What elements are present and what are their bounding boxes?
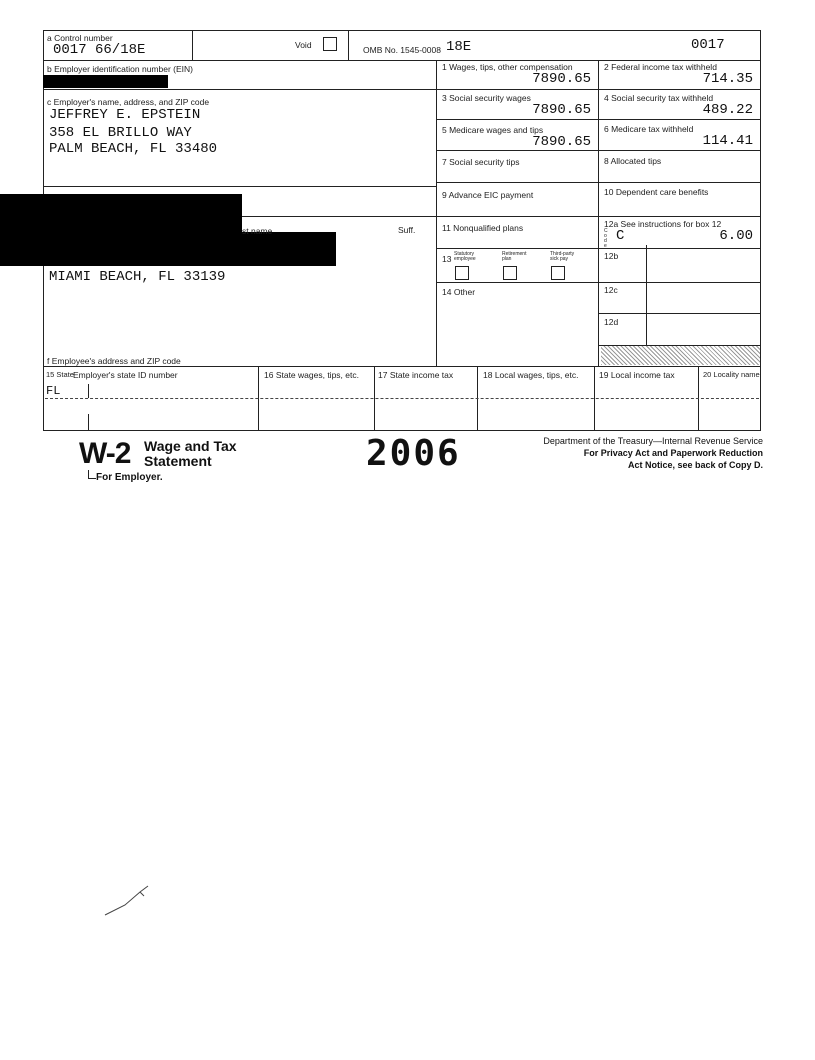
- box1-label: 1 Wages, tips, other compensation: [442, 62, 573, 72]
- employer-name: JEFFREY E. EPSTEIN: [49, 107, 201, 123]
- divider: [436, 119, 761, 120]
- department-notice: [543, 435, 763, 471]
- box6-value: 114.41: [702, 133, 753, 149]
- void-checkbox[interactable]: [323, 37, 337, 51]
- box2-value: 714.35: [702, 71, 753, 87]
- box13-statutory-label: Statutory employee: [454, 251, 476, 262]
- w2-form: [43, 30, 761, 431]
- form-title: [144, 439, 237, 469]
- ein-redaction: [43, 75, 168, 88]
- tax-year: 2006: [366, 433, 461, 474]
- employee-first-name-label: st name: [242, 226, 273, 236]
- box12a-label: 12a See instructions for box 12: [604, 219, 722, 229]
- box6-label: 6 Medicare tax withheld: [604, 124, 694, 134]
- box10-label: 10 Dependent care benefits: [604, 187, 709, 197]
- box19-label: 19 Local income tax: [599, 370, 675, 380]
- box12d-label: 12d: [604, 317, 619, 327]
- privacy-line1: For Privacy Act and Paperwork Reduction: [583, 448, 763, 458]
- box12c-label: 12c: [604, 285, 618, 295]
- divider: [43, 366, 761, 367]
- suff-label: Suff.: [398, 225, 416, 235]
- omb-suffix: 18E: [446, 39, 472, 55]
- divider: [436, 150, 761, 151]
- box8-label: 8 Allocated tips: [604, 156, 662, 166]
- employee-address-label: f Employee's address and ZIP code: [47, 356, 181, 366]
- divider: [436, 60, 437, 366]
- copy-label: For Employer.: [96, 472, 163, 483]
- box15-id-label: Employer's state ID number: [73, 370, 178, 380]
- employer-city: PALM BEACH, FL 33480: [49, 141, 218, 157]
- box18-label: 18 Local wages, tips, etc.: [483, 370, 579, 380]
- control-number-label: a Control number: [47, 33, 113, 43]
- code-label: C o d e: [604, 228, 608, 249]
- omb-label: OMB No. 1545-0008: [363, 45, 441, 55]
- divider: [88, 414, 89, 430]
- divider: [88, 384, 89, 398]
- divider: [436, 216, 761, 217]
- box5-label: 5 Medicare wages and tips: [442, 125, 544, 135]
- retirement-plan-checkbox[interactable]: [503, 266, 517, 280]
- box4-value: 489.22: [702, 102, 753, 118]
- third-party-sick-pay-checkbox[interactable]: [551, 266, 565, 280]
- box13-label: 13: [442, 254, 452, 264]
- department-line: Department of the Treasury—Internal Revenue Service: [543, 436, 763, 446]
- divider: [43, 89, 436, 90]
- box12a-value: 6.00: [719, 228, 753, 244]
- divider: [436, 182, 761, 183]
- box1-value: 7890.65: [532, 71, 591, 87]
- divider: [598, 313, 761, 314]
- box3-value: 7890.65: [532, 102, 591, 118]
- divider: [192, 30, 193, 60]
- box13-thirdparty-label: Third-party sick pay: [550, 251, 575, 262]
- form-right-border: [760, 30, 761, 430]
- form-title-line1: Wage and Tax: [144, 438, 237, 454]
- box2-label: 2 Federal income tax withheld: [604, 62, 717, 72]
- box5-value: 7890.65: [532, 134, 591, 150]
- divider: [436, 282, 761, 283]
- box12b-label: 12b: [604, 251, 619, 261]
- form-bottom-border: [43, 430, 761, 431]
- pen-mark: [100, 880, 160, 920]
- box17-label: 17 State income tax: [378, 370, 454, 380]
- state-row-dash: [45, 398, 759, 399]
- box14-label: 14 Other: [442, 287, 476, 297]
- ein-label: b Employer identification number (EIN): [47, 64, 193, 74]
- state-value: FL: [46, 384, 61, 398]
- box3-label: 3 Social security wages: [442, 93, 531, 103]
- shaded-area: [601, 346, 760, 365]
- void-label: Void: [295, 40, 312, 50]
- box15-label: 15 State: [46, 370, 74, 379]
- box4-label: 4 Social security tax withheld: [604, 93, 714, 103]
- box9-label: 9 Advance EIC payment: [442, 190, 534, 200]
- copy-bracket: [88, 470, 96, 479]
- divider: [598, 60, 599, 366]
- form-name: W-2: [79, 437, 131, 470]
- box13-retirement-label: Retirement plan: [502, 251, 527, 262]
- top-right-value: 0017: [691, 37, 725, 53]
- statutory-employee-checkbox[interactable]: [455, 266, 469, 280]
- employer-label: c Employer's name, address, and ZIP code: [47, 97, 210, 107]
- form-top-border: [43, 30, 761, 31]
- box20-label: 20 Locality name: [703, 370, 760, 379]
- employee-redaction-2: [0, 232, 336, 266]
- box11-label: 11 Nonqualified plans: [442, 223, 524, 233]
- box12a-code: C: [616, 228, 625, 244]
- divider: [436, 248, 761, 249]
- box7-label: 7 Social security tips: [442, 157, 520, 167]
- employee-city: MIAMI BEACH, FL 33139: [49, 269, 226, 285]
- divider: [646, 245, 647, 351]
- control-number-value: 0017 66/18E: [53, 42, 146, 58]
- box16-label: 16 State wages, tips, etc.: [264, 370, 359, 380]
- divider: [43, 186, 436, 187]
- employee-redaction-1: [0, 194, 242, 234]
- divider: [348, 30, 349, 60]
- employer-street: 358 EL BRILLO WAY: [49, 125, 192, 141]
- divider: [43, 60, 761, 61]
- form-title-line2: Statement: [144, 453, 212, 469]
- privacy-line2: Act Notice, see back of Copy D.: [627, 460, 763, 470]
- divider: [436, 89, 761, 90]
